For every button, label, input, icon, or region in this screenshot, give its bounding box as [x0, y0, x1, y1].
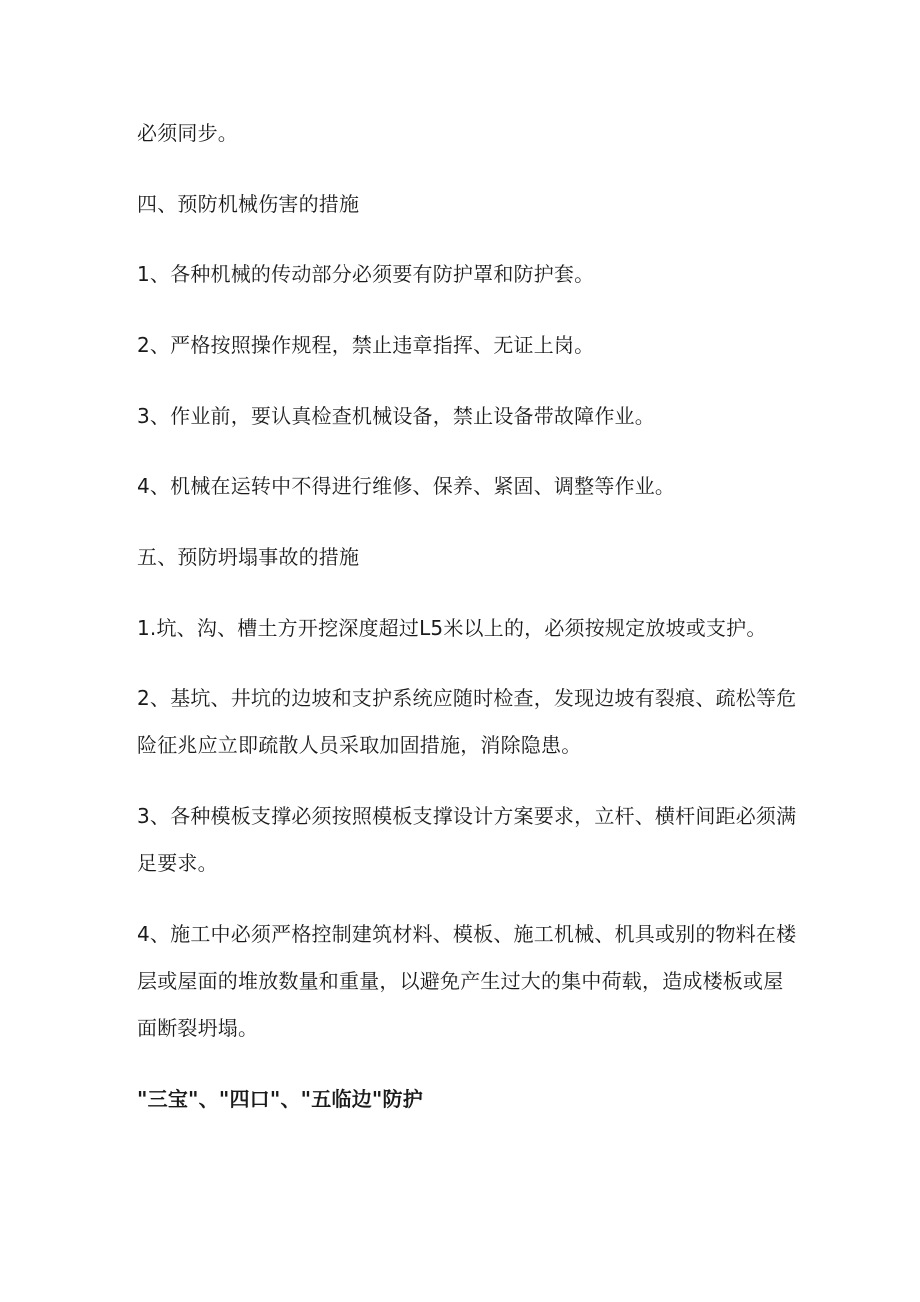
- section-heading-5: 五、预防坍塌事故的措施: [137, 545, 360, 569]
- list-item: 3、作业前，要认真检查机械设备，禁止设备带故障作业。: [137, 404, 655, 428]
- list-item-continuation: 险征兆应立即疏散人员采取加固措施，消除隐患。: [137, 733, 582, 757]
- text-line: 必须同步。: [137, 121, 238, 145]
- section-heading-4: 四、预防机械伤害的措施: [137, 192, 360, 216]
- list-item: 4、机械在运转中不得进行维修、保养、紧固、调整等作业。: [137, 474, 676, 498]
- list-item: 1、各种机械的传动部分必须要有防护罩和防护套。: [137, 262, 595, 286]
- list-item-continuation: 面断裂坍塌。: [137, 1016, 259, 1040]
- bold-heading: "三宝"、"四口"、"五临边"防护: [137, 1087, 423, 1111]
- list-item: 2、严格按照操作规程，禁止违章指挥、无证上岗。: [137, 333, 595, 357]
- list-item: 3、各种模板支撑必须按照模板支撑设计方案要求，立杆、横杆间距必须满: [137, 804, 797, 828]
- list-item-continuation: 足要求。: [137, 851, 218, 875]
- list-item-continuation: 层或屋面的堆放数量和重量，以避免产生过大的集中荷载，造成楼板或屋: [137, 969, 784, 993]
- list-item: 1.坑、沟、槽土方开挖深度超过L5米以上的，必须按规定放坡或支护。: [137, 616, 767, 640]
- list-item: 2、基坑、井坑的边坡和支护系统应随时检查，发现边坡有裂痕、疏松等危: [137, 686, 797, 710]
- list-item: 4、施工中必须严格控制建筑材料、模板、施工机械、机具或别的物料在楼: [137, 922, 797, 946]
